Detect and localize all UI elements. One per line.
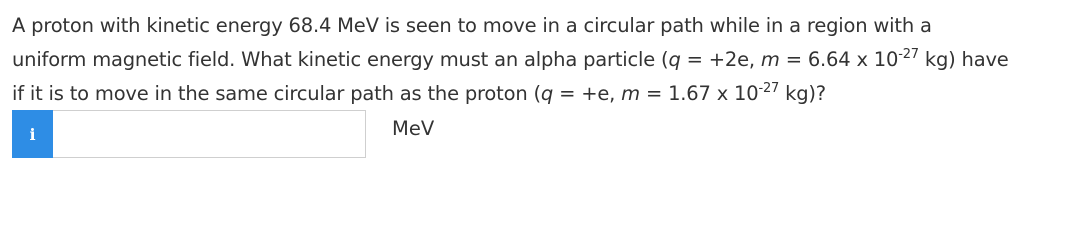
question-text	[12, 9, 1064, 111]
answer-row	[12, 110, 434, 158]
question-line-2-start: uniform magnetic field. What kinetic energy must an alpha particle (	[12, 48, 669, 71]
question-line-3-end: kg)?	[779, 82, 826, 105]
question-line-2-end: kg) have	[918, 48, 1009, 71]
question-line-2	[12, 43, 1064, 77]
alpha-mass-value: = 6.64 x 10	[779, 48, 899, 71]
question-line-3-start: if it is to move in the same circular path as the proton (	[12, 82, 541, 105]
charge-variable: q	[668, 48, 681, 71]
proton-mass-exponent: -27	[758, 80, 780, 96]
info-button[interactable]	[12, 110, 53, 158]
alpha-charge-value: = +2e,	[680, 48, 761, 71]
answer-input[interactable]	[53, 110, 366, 158]
question-line-3	[12, 77, 1064, 111]
question-line-1	[12, 9, 1064, 43]
info-icon: i	[29, 124, 36, 144]
mass-variable: m	[760, 48, 780, 71]
mass-variable: m	[621, 82, 640, 105]
proton-mass-value: = 1.67 x 10	[639, 82, 759, 105]
alpha-mass-exponent: -27	[898, 46, 919, 62]
question-line-1-text: A proton with kinetic energy 68.4 MeV is seen to move in a circular path while in a region with a	[12, 14, 932, 37]
charge-variable: q	[540, 82, 554, 105]
proton-charge-value: = +e,	[553, 82, 622, 105]
unit-label: MeV	[392, 116, 435, 140]
